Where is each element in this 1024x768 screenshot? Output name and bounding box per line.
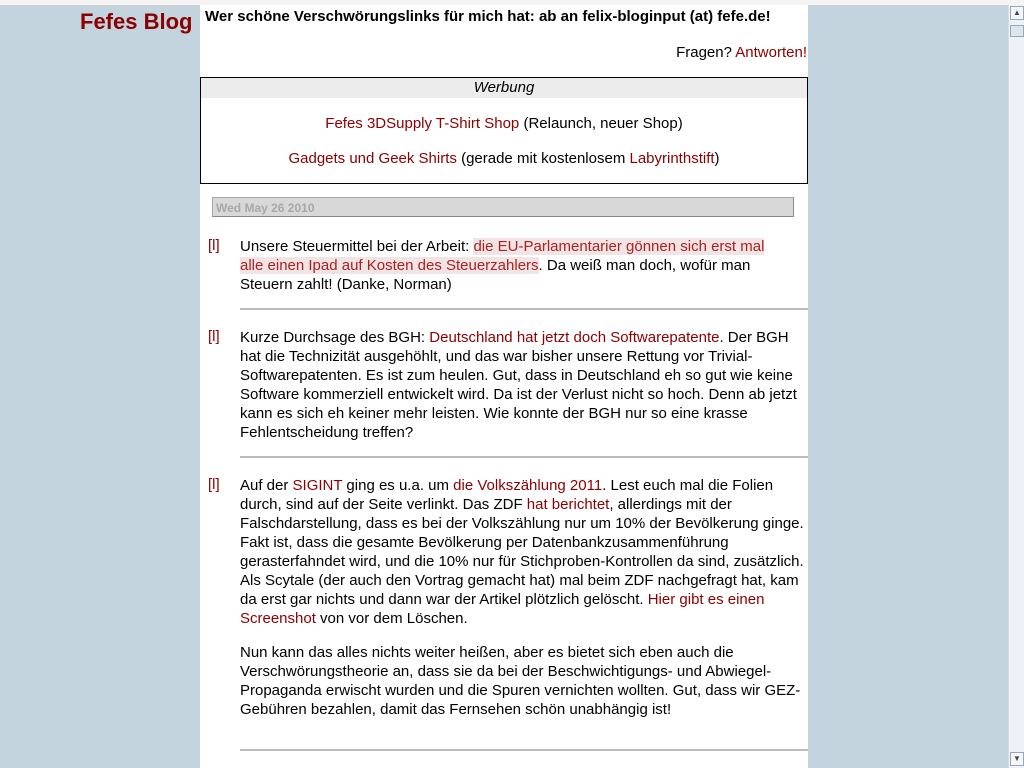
post-3-text-2: ging es u.a. um (342, 477, 454, 494)
post-1-link-1[interactable]: die EU-Parlamentarier gönnen sich erst mal alle einen Ipad auf Kosten des Steuerzahlers (240, 238, 765, 274)
post-separator (240, 308, 808, 310)
sigint-link[interactable]: SIGINT (292, 477, 343, 494)
post-1-text-2: . Da weiß man doch, wofür man Steuern zahlt! (Danke, Norman) (240, 257, 751, 293)
ad-line-2-text-b: ) (714, 150, 720, 167)
screenshot-link[interactable]: Hier gibt es einen Screenshot (240, 591, 765, 627)
post-2-text-1: Kurze Durchsage des BGH: (240, 329, 430, 346)
post-2-text-2: . Der BGH hat die Technizität ausgehöhlt, und das war bisher unsere Rettung vor Trivial-Softwarepatenten. Es ist zum heulen. Gut, dass in Deutschland eh so gut wie keine Software kommerziell entwickelt wird. Da ist der Verlust nicht so hoch. Denn ab jetzt kann es sich eh keiner mehr leisten. Wie konnte der BGH nur so eine krasse Fehlentscheidung treffen? (240, 329, 797, 441)
post-3-paragraph-1 (240, 476, 808, 628)
post-1-text-1: Unsere Steuermittel bei der Arbeit: (240, 238, 474, 255)
post-1-permalink[interactable]: [l] (208, 237, 220, 254)
blog-title[interactable]: Fefes Blog (80, 9, 193, 34)
zdf-report-link[interactable]: hat berichtet (526, 496, 610, 513)
post-3-permalink[interactable]: [l] (208, 476, 220, 493)
questions-label: Fragen? (676, 44, 732, 61)
answers-link[interactable]: Antworten! (735, 44, 807, 61)
gadgets-link[interactable]: Gadgets und Geek Shirts (288, 150, 457, 167)
ad-line-2-text-a: (gerade mit kostenlosem (456, 150, 630, 167)
header-tagline: Wer schöne Verschwörungslinks für mich hat: ab an felix-bloginput (at) fefe.de! (205, 8, 771, 25)
tshirt-shop-link[interactable]: Fefes 3DSupply T-Shirt Shop (325, 115, 520, 132)
post-3-text-1: Auf der (240, 477, 293, 494)
post-3-text-5: von vor dem Löschen. (315, 610, 468, 627)
post-2-body (240, 328, 808, 442)
post-3-paragraph-2: Nun kann das alles nichts weiter heißen, aber es bietet sich eben auch die Verschwörungstheorie an, dass sie da bei der Beschwichtigungs- und Abwiegel-Propaganda erwischt wurden und die Spuren vernichten wollten. Gut, dass wir GEZ-Gebühren bezahlen, damit das Fernsehen schön unabhängig ist! (240, 644, 801, 718)
date-header: Wed May 26 2010 (212, 197, 794, 217)
post-2-permalink[interactable]: [l] (208, 328, 220, 345)
vertical-scrollbar[interactable] (1008, 5, 1024, 768)
questions-line (676, 44, 807, 61)
arrow-down-icon[interactable]: ▼ (1010, 752, 1024, 766)
ad-line-1-text: (Relaunch, neuer Shop) (519, 115, 683, 132)
ad-line-2 (201, 150, 807, 167)
post-separator (240, 749, 808, 751)
post-separator (240, 456, 808, 458)
post-1-body (240, 237, 790, 294)
post-3-body (240, 476, 808, 734)
post-3-text-4: , allerdings mit der Falschdarstellung, dass es bei der Volkszählung nur um 10% der Bevölkerung ginge. Fakt ist, dass die gesamte Bevölkerung per Datenbankzusammenführung gerasterfahndet wird, und die 10% nur für Stichproben-Kontrollen da sind, zusätzlich. Als Scytale (der auch den Vortrag gemacht hat) mal beim ZDF nachgefragt hat, kam da erst gar nichts und dann war der Artikel plötzlich gelöscht. (240, 496, 804, 608)
ad-box (200, 77, 808, 184)
post-3-text-3: . Lest euch mal die Folien durch, sind auf der Seite verlinkt. Das ZDF (240, 477, 774, 513)
ad-line-1 (201, 115, 807, 132)
page-content (200, 5, 808, 768)
scroll-thumb[interactable] (1010, 25, 1024, 37)
labyrinthstift-link[interactable]: Labyrinthstift (629, 150, 715, 167)
volkszaehlung-link[interactable]: die Volkszählung 2011 (453, 477, 603, 494)
arrow-up-icon[interactable]: ▲ (1010, 6, 1024, 20)
ad-title: Werbung (201, 78, 807, 98)
post-2-link-1[interactable]: Deutschland hat jetzt doch Softwarepatente (429, 329, 720, 346)
